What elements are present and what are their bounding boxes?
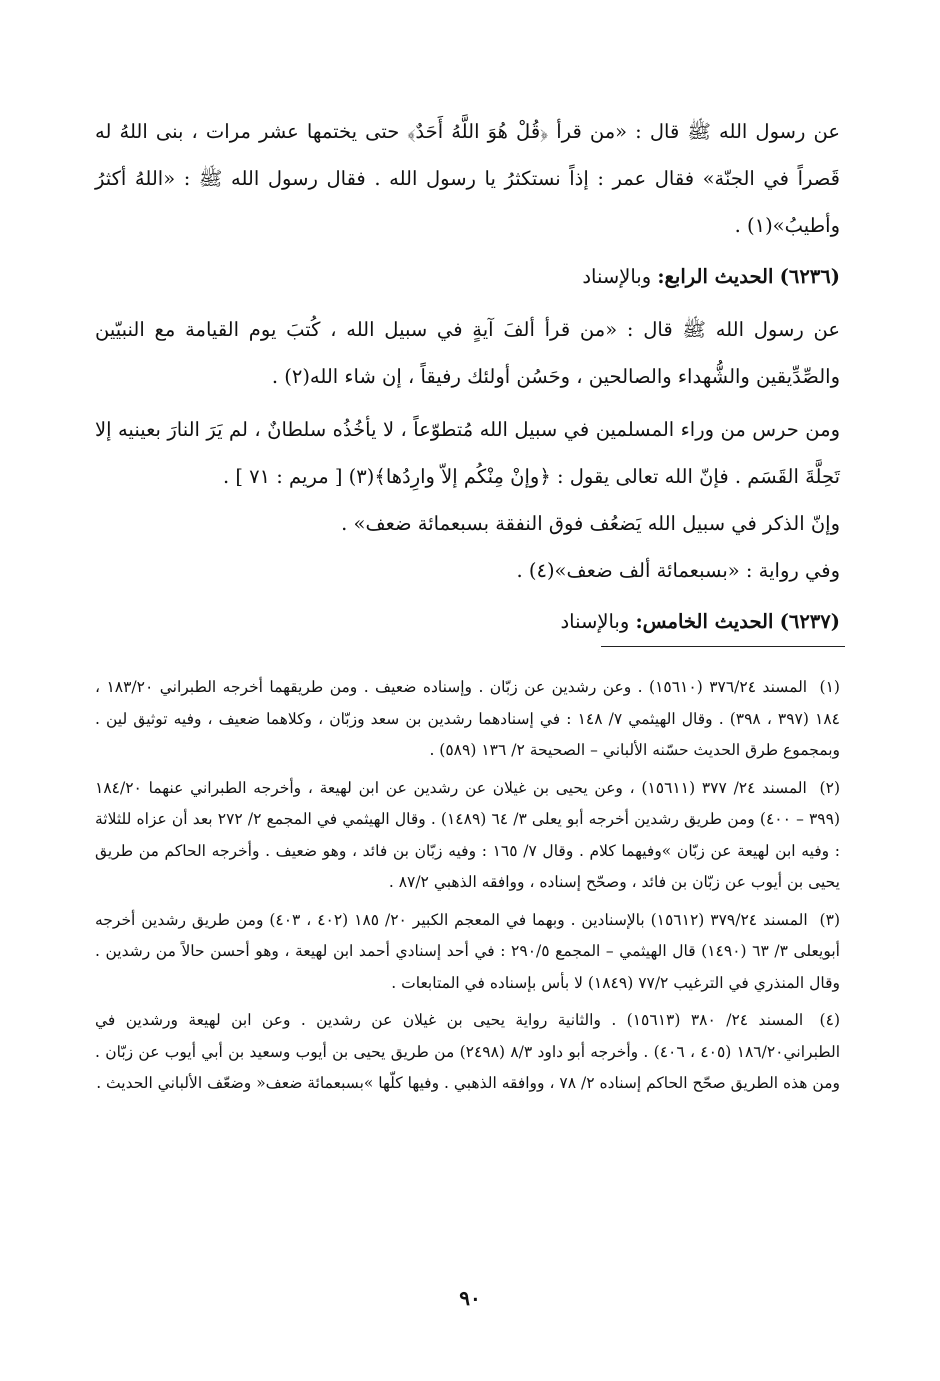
- footnote-text: المسند ٢٤/ ٣٨٠ (١٥٦١٣) . والثانية رواية يحيى بن غيلان عن رشدين . وعن ابن لهيعة ورشدين في الطبراني١٨٦/٢٠ (٤٠٥ ، ٤٠٦) . وأخرجه أبو داود ٨/٣ (٢٤٩٨) من طريق يحيى بن أيوب وسعيد بن أبي أيوب عن زبّان . ومن هذه الطريق صحّح الحاكم إسناده ٢/ ٧٨ ، ووافقه الذهبي . وفيها كلّها »بسبعمائة ضعف« وضعّف الألباني الحديث .: [95, 1011, 841, 1092]
- hadith-number: (٦٢٣٦): [779, 265, 840, 288]
- hadith-text-paragraph: ومن حرس من وراء المسلمين في سبيل الله مُتطوّعاً ، لا يأخُذُه سلطانٌ ، لم يَرَ النارَ بعينيه إلا تَحِلَّةَ القَسَم . فإنّ الله تعالى يقول : ﴿وإنْ مِنْكُم إلاّ وارِدُها﴾(٣) [ مريم : ٧١ ] .: [95, 418, 840, 488]
- footnote-ref: (١): [819, 678, 840, 696]
- footnote-text: المسند ٣٧٩/٢٤ (١٥٦١٢) بالإسنادين . وبهما في المعجم الكبير ٢٠/ ١٨٥ (٤٠٢ ، ٤٠٣) ومن طريق رشدين أخرجه أبويعلى ٣/ ٦٣ (١٤٩٠) قال الهيثمي – المجمع ٢٩٠/٥ : في أحد إسنادي أحمد ابن لهيعة ، وهو أحسن حالاً من رشدين . وقال المنذري في الترغيب ٧٧/٢ (١٨٤٩) لا بأس بإسناده في المتابعات .: [95, 910, 840, 992]
- hadith-heading: [95, 598, 840, 645]
- hadith-text-paragraph: وإنّ الذكر في سبيل الله يَضعُف فوق النفقة بسبعمائة ضعف» .: [341, 512, 840, 535]
- footnote-ref: (٤): [819, 1011, 840, 1029]
- main-text-block: [95, 108, 840, 651]
- footnote-divider: [601, 646, 845, 647]
- footnote: [95, 905, 840, 1000]
- hadith-number: (٦٢٣٧): [779, 610, 840, 633]
- hadith-heading: [95, 253, 840, 300]
- hadith-title: الحديث الخامس:: [635, 610, 774, 633]
- hadith-title: الحديث الرابع:: [657, 265, 774, 288]
- footnote-text: المسند ٢٤/ ٣٧٧ (١٥٦١١) ، وعن يحيى بن غيلان عن رشدين عن ابن لهيعة ، وأخرجه الطبراني عنهما ١٨٤/٢٠ (٣٩٩ – ٤٠٠) ومن طريق رشدين أخرجه أبو يعلى ٣/ ٦٤ (١٤٨٩) . وقال الهيثمي في المجمع ٢/ ٢٧٢ بعد أن عزاه للثلاثة : وفيه ابن لهيعة عن زبّان »وفيهما كلام . وقال ٧/ ١٦٥ : وفيه زبّان بن فائد ، وهو ضعيف . وأخرجه الحاكم من طريق يحيى بن أيوب عن زبّان بن فائد ، وصحّح إسناده ، ووافقه الذهبي ٨٧/٢ .: [95, 778, 840, 891]
- footnotes-block: [95, 672, 840, 1106]
- footnote: [95, 672, 840, 767]
- hadith-text-paragraph: وفي رواية : «بسبعمائة ألف ضعف»(٤) .: [516, 559, 840, 582]
- page-number: ٩٠: [459, 1286, 481, 1310]
- footnote-ref: (٢): [819, 778, 840, 797]
- hadith-chain-note: وبالإسناد: [560, 610, 630, 633]
- footnote: [95, 1005, 840, 1100]
- footnote-text: المسند ٣٧٦/٢٤ (١٥٦١٠) . وعن رشدين عن زبّان . وإسناده ضعيف . ومن طريقهما أخرجه الطبراني ١٨٣/٢٠ ، ١٨٤ (٣٩٧ ، ٣٩٨) . وقال الهيثمي ٧/ ١٤٨ : في إسنادهما رشدين بن سعد وزبّان ، وكلاهما ضعيف ، وفيه توثيق لين . وبمجموع طرق الحديث حسّنه الألباني – الصحيحة ٢/ ١٣٦ (٥٨٩) .: [95, 678, 840, 759]
- footnote: [95, 773, 840, 899]
- hadith-text-paragraph: عن رسول الله ﷺ قال : «من قرأ ﴿قُلْ هُوَ اللَّهُ أَحَدٌ﴾ حتى يختمها عشر مرات ، بنى اللهُ له قَصراً في الجنّة» فقال عمر : إذاً نستكثرُ يا رسول الله . فقال رسول الله ﷺ : «اللهُ أكثرُ وأطيبُ»(١) .: [95, 120, 840, 237]
- hadith-text-paragraph: عن رسول الله ﷺ قال : «من قرأ ألفَ آيةٍ في سبيل الله ، كُتبَ يوم القيامة مع النبيّين والصِّدِّيقين والشُّهداء والصالحين ، وحَسُن أولئك رفيقاً ، إن شاء الله(٢) .: [95, 318, 840, 388]
- hadith-chain-note: وبالإسناد: [582, 265, 652, 288]
- footnote-ref: (٣): [819, 910, 840, 929]
